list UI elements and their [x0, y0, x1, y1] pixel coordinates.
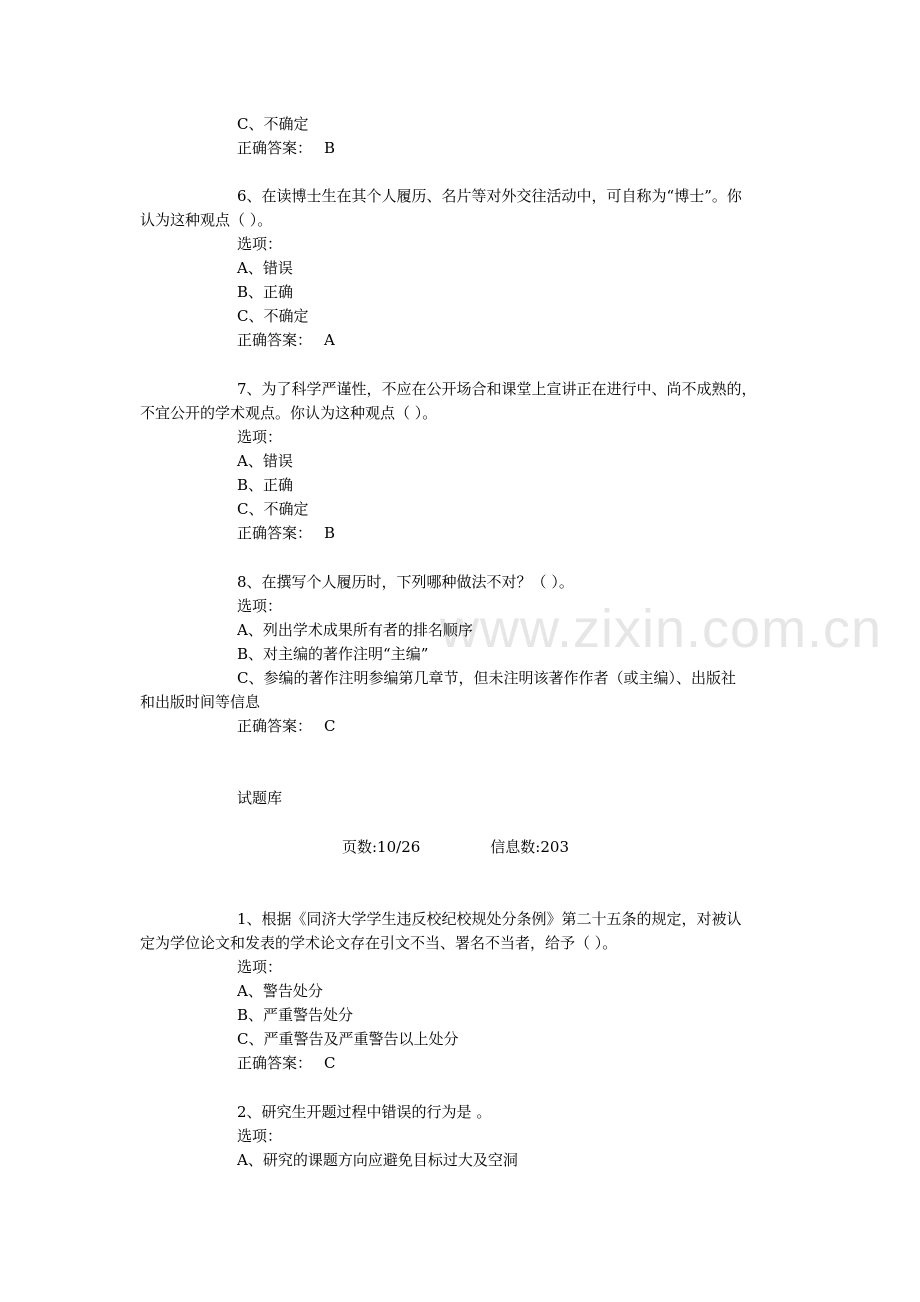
q5-option-c: C、不确定 [237, 115, 309, 133]
q1-options-label: 选项： [237, 958, 283, 976]
q1-option-b: B、严重警告处分 [237, 1006, 354, 1024]
answer-label: 正确答案： [237, 524, 313, 542]
q8-answer [237, 717, 336, 735]
q7-option-c: C、不确定 [237, 500, 309, 518]
q8-option-c-line1: C、参编的著作注明参编第几章节，但未注明该著作作者（或主编）、出版社 [237, 669, 736, 687]
watermark: www.zixin.com.cn [440, 599, 883, 659]
q8-options-label: 选项： [237, 597, 283, 615]
q7-question-line2: 不宜公开的学术观点。你认为这种观点（ ）。 [140, 404, 438, 422]
section-title: 试题库 [237, 789, 283, 807]
info-count: 信息数:203 [490, 838, 569, 856]
q7-question-line1: 7、为了科学严谨性，不应在公开场合和课堂上宣讲正在进行中、尚不成熟的， [237, 380, 757, 398]
page-count: 页数:10/26 [342, 838, 421, 856]
answer-label: 正确答案： [237, 139, 313, 157]
q7-options-label: 选项： [237, 428, 283, 446]
q7-option-b: B、正确 [237, 476, 294, 494]
q6-answer [237, 331, 335, 349]
q8-option-a: A、列出学术成果所有者的排名顺序 [237, 621, 473, 639]
q8-option-b: B、对主编的著作注明“主编” [237, 645, 429, 663]
answer-value: A [324, 331, 335, 349]
page-info [342, 838, 569, 856]
q8-option-c-line2: 和出版时间等信息 [140, 693, 261, 711]
q2-option-a: A、研究的课题方向应避免目标过大及空洞 [237, 1151, 518, 1169]
answer-value: C [324, 717, 336, 735]
answer-label: 正确答案： [237, 717, 313, 735]
q1-option-a: A、警告处分 [237, 982, 323, 1000]
q8-question-line1: 8、在撰写个人履历时，下列哪种做法不对？（ ）。 [237, 573, 574, 591]
q6-question-line2: 认为这种观点（ ）。 [140, 211, 273, 229]
q2-question-line1: 2、研究生开题过程中错误的行为是 。 [237, 1103, 492, 1121]
q6-option-c: C、不确定 [237, 307, 309, 325]
answer-label: 正确答案： [237, 1054, 313, 1072]
q1-question-line2: 定为学位论文和发表的学术论文存在引文不当、署名不当者，给予（ ）。 [140, 934, 618, 952]
answer-label: 正确答案： [237, 331, 313, 349]
q7-option-a: A、错误 [237, 452, 293, 470]
answer-value: B [324, 139, 336, 157]
q1-option-c: C、严重警告及严重警告以上处分 [237, 1030, 459, 1048]
answer-value: C [324, 1054, 336, 1072]
q6-question-line1: 6、在读博士生在其个人履历、名片等对外交往活动中，可自称为“博士”。你 [237, 187, 742, 205]
q7-answer [237, 524, 335, 542]
q5-answer [237, 139, 335, 157]
q2-options-label: 选项： [237, 1127, 283, 1145]
q1-question-line1: 1、根据《同济大学学生违反校纪校规处分条例》第二十五条的规定，对被认 [237, 910, 742, 928]
q6-option-b: B、正确 [237, 283, 294, 301]
answer-value: B [324, 524, 336, 542]
q6-option-a: A、错误 [237, 259, 293, 277]
q1-answer [237, 1054, 336, 1072]
q6-options-label: 选项： [237, 235, 283, 253]
